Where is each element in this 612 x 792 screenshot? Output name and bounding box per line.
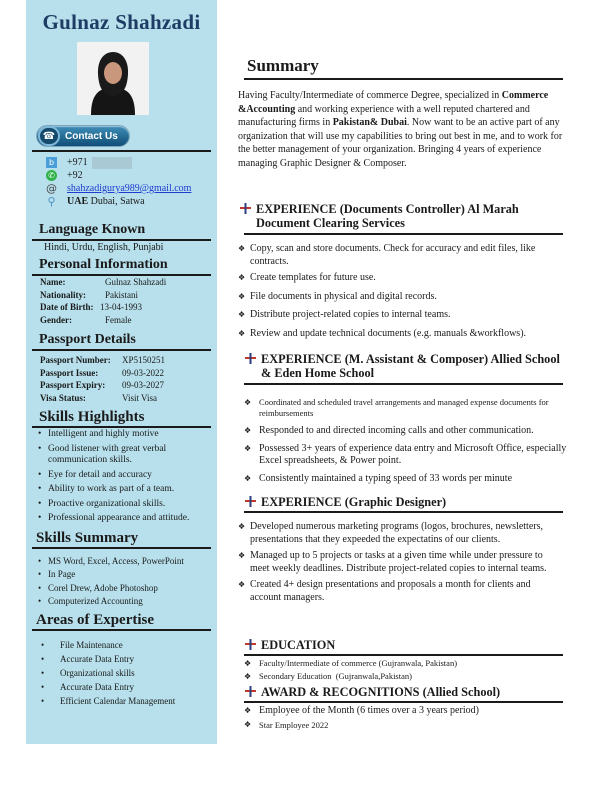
value: 09-03-2027	[122, 380, 164, 391]
label: Passport Number:	[40, 355, 111, 366]
divider	[32, 150, 211, 152]
contact-us-button[interactable]	[36, 125, 130, 147]
pin-icon	[245, 639, 256, 650]
summary-text	[238, 89, 568, 170]
personal-row	[40, 276, 166, 289]
divider	[244, 233, 563, 235]
phone-pk: +92	[67, 170, 83, 181]
education-heading	[245, 638, 570, 652]
divider	[244, 511, 563, 513]
experience-1-heading	[240, 202, 565, 230]
location-country: UAE	[67, 196, 89, 207]
location-city: Dubai, Satwa	[88, 196, 145, 207]
list-item: • Corel Drew, Adobe Photoshop	[38, 583, 218, 595]
location-icon: ⚲	[47, 195, 56, 208]
summary-part: . Now want to be an active part of any organization that will use my capabilities to bring out best in me, and to work for the better management of your organization. Bringing 4 years of experience managing Graphic Designer & Composer.	[238, 117, 563, 169]
contact-email	[46, 182, 191, 195]
personal-title: Personal Information	[39, 257, 168, 272]
passport-row	[40, 379, 165, 392]
value: XP5150251	[122, 355, 166, 366]
education-title: EDUCATION	[261, 638, 336, 652]
list-item: ❖ Copy, scan and store documents. Check for accuracy and edit files, like contracts.	[238, 243, 570, 268]
list-item: • MS Word, Excel, Access, PowerPoint	[38, 556, 218, 568]
list-item: ❖ Consistently maintained a typing speed of 33 words per minute	[238, 473, 570, 486]
summary-bold: Commerce &Accounting	[238, 90, 549, 115]
list-item: ❖ Review and update technical documents (e.g. manuals &workflows).	[238, 328, 570, 341]
list-item: ❖ Managed up to 5 projects or tasks at a given time while under pressure to meet weekly deadlines. Distribute project-related copies to internal teams.	[238, 550, 563, 575]
pin-icon	[245, 353, 256, 364]
divider	[244, 78, 563, 80]
skills-summary-title: Skills Summary	[36, 530, 139, 546]
sidebar	[26, 0, 217, 744]
personal-row	[40, 301, 166, 314]
expertise-list	[38, 640, 218, 711]
contact-us-label: Contact Us	[65, 130, 118, 142]
experience-2-heading	[245, 352, 565, 380]
divider	[32, 349, 211, 351]
divider	[32, 239, 211, 241]
pin-icon	[245, 686, 256, 697]
label: Nationality:	[40, 289, 86, 300]
contact-phone-pk	[46, 169, 191, 182]
passport-row	[40, 354, 165, 367]
phone-uae: +971	[67, 157, 88, 168]
summary-part: and working experience with a well reputed chartered and manufacturing firms in	[238, 103, 530, 128]
list-item: ❖ Possessed 3+ years of experience data entry and Microsoft Office, especially Excel spreadsheets, & Power point.	[238, 443, 570, 468]
value: 13-04-1993	[100, 302, 142, 313]
list-item: • Accurate Data Entry	[38, 682, 218, 694]
contact-phone-uae	[46, 156, 191, 169]
list-item: ❖ Responded to and directed incoming calls and other communication.	[238, 425, 570, 438]
list-item: ❖ File documents in physical and digital records.	[238, 291, 570, 304]
divider	[32, 426, 211, 428]
candidate-name: Gulnaz Shahzadi	[42, 10, 201, 34]
passport-row	[40, 367, 165, 380]
experience-1-list	[238, 243, 570, 340]
list-item: • Proactive organizational skills.	[38, 499, 213, 511]
value: Female	[105, 314, 132, 325]
list-item: ❖ Star Employee 2022	[238, 718, 570, 732]
divider	[32, 629, 211, 631]
list-item: • In Page	[38, 569, 218, 581]
passport-row	[40, 392, 165, 405]
experience-2-title: EXPERIENCE (M. Assistant & Composer) Allied School & Eden Home School	[261, 352, 560, 380]
experience-3-title: EXPERIENCE (Graphic Designer)	[261, 495, 447, 509]
label: Gender:	[40, 314, 72, 325]
value: Gulnaz Shahzadi	[105, 277, 167, 288]
summary-bold: Pakistan& Dubai	[332, 117, 407, 128]
profile-photo	[77, 42, 149, 115]
list-item: ❖ Employee of the Month (6 times over a 3 years period)	[238, 704, 570, 718]
experience-3-heading	[245, 495, 570, 509]
passport-info	[40, 354, 165, 404]
email-link[interactable]: shahzadigurya989@gmail.com	[67, 183, 192, 194]
value: Visit Visa	[122, 392, 158, 403]
list-item: ❖ Created 4+ design presentations and proposals a month for clients and account managers.	[238, 579, 563, 604]
expertise-title: Areas of Expertise	[36, 612, 155, 628]
pin-icon	[240, 203, 251, 214]
list-item: • File Maintenance	[38, 640, 218, 652]
passport-title: Passport Details	[39, 332, 136, 347]
label: Name:	[40, 277, 66, 288]
email-icon: @	[46, 182, 57, 195]
personal-info	[40, 276, 166, 326]
list-item: • Good listener with great verbal communication skills.	[38, 444, 213, 467]
education-list	[238, 657, 570, 683]
language-title: Language Known	[39, 222, 146, 237]
value: Pakistani	[105, 289, 138, 300]
experience-1-title: EXPERIENCE (Documents Controller) Al Marah Document Clearing Services	[256, 202, 519, 230]
list-item: • Professional appearance and attitude.	[38, 513, 213, 525]
list-item: ❖ Faculty/Intermediate of commerce (Gujranwala, Pakistan)	[238, 657, 570, 670]
list-item: • Efficient Calendar Management	[38, 696, 218, 708]
personal-row	[40, 314, 166, 327]
list-item: ❖ Coordinated and scheduled travel arrangements and managed expense documents for reimbursements	[238, 397, 570, 419]
language-value: Hindi, Urdu, English, Punjabi	[44, 242, 164, 253]
list-item: • Intelligent and highly motive	[38, 429, 213, 441]
label: Passport Expiry:	[40, 380, 106, 391]
awards-heading	[245, 685, 570, 699]
divider	[244, 383, 563, 385]
experience-3-list	[238, 521, 563, 604]
pin-icon	[245, 496, 256, 507]
summary-title: Summary	[247, 56, 319, 75]
list-item: • Eye for detail and accuracy	[38, 470, 213, 482]
contact-list	[46, 156, 191, 208]
list-item: ❖ Create templates for future use.	[238, 272, 570, 285]
label: Visa Status:	[40, 392, 86, 403]
list-item: ❖ Secondary Education (Gujranwala,Pakistan)	[238, 670, 570, 683]
divider	[244, 701, 563, 703]
divider	[244, 654, 563, 656]
skills-summary-list	[38, 556, 218, 610]
label: Passport Issue:	[40, 367, 99, 378]
contact-location	[46, 195, 191, 208]
skills-highlights-title: Skills Highlights	[39, 409, 145, 425]
phone-icon: ☎	[38, 126, 60, 146]
list-item: • Computerized Accounting	[38, 596, 218, 608]
skills-highlights-list	[38, 429, 213, 528]
divider	[32, 547, 211, 549]
label: Date of Birth:	[40, 302, 94, 313]
whatsapp-icon: ✆	[46, 170, 57, 181]
list-item: ❖ Developed numerous marketing programs (logos, brochures, newsletters, presentations that they expeeded the expectatins of our clients.	[238, 521, 563, 546]
list-item: • Organizational skills	[38, 668, 218, 680]
experience-2-list	[238, 397, 570, 485]
value: 09-03-2022	[122, 367, 164, 378]
b-social-icon: b	[46, 157, 57, 168]
redacted-number	[92, 157, 132, 169]
personal-row	[40, 289, 166, 302]
list-item: • Ability to work as part of a team.	[38, 484, 213, 496]
list-item: ❖ Distribute project-related copies to internal teams.	[238, 309, 570, 322]
summary-part: Having Faculty/Intermediate of commerce Degree, specialized in	[238, 90, 502, 101]
awards-title: AWARD & RECOGNITIONS (Allied School)	[261, 685, 501, 699]
awards-list	[238, 704, 570, 732]
list-item: • Accurate Data Entry	[38, 654, 218, 666]
